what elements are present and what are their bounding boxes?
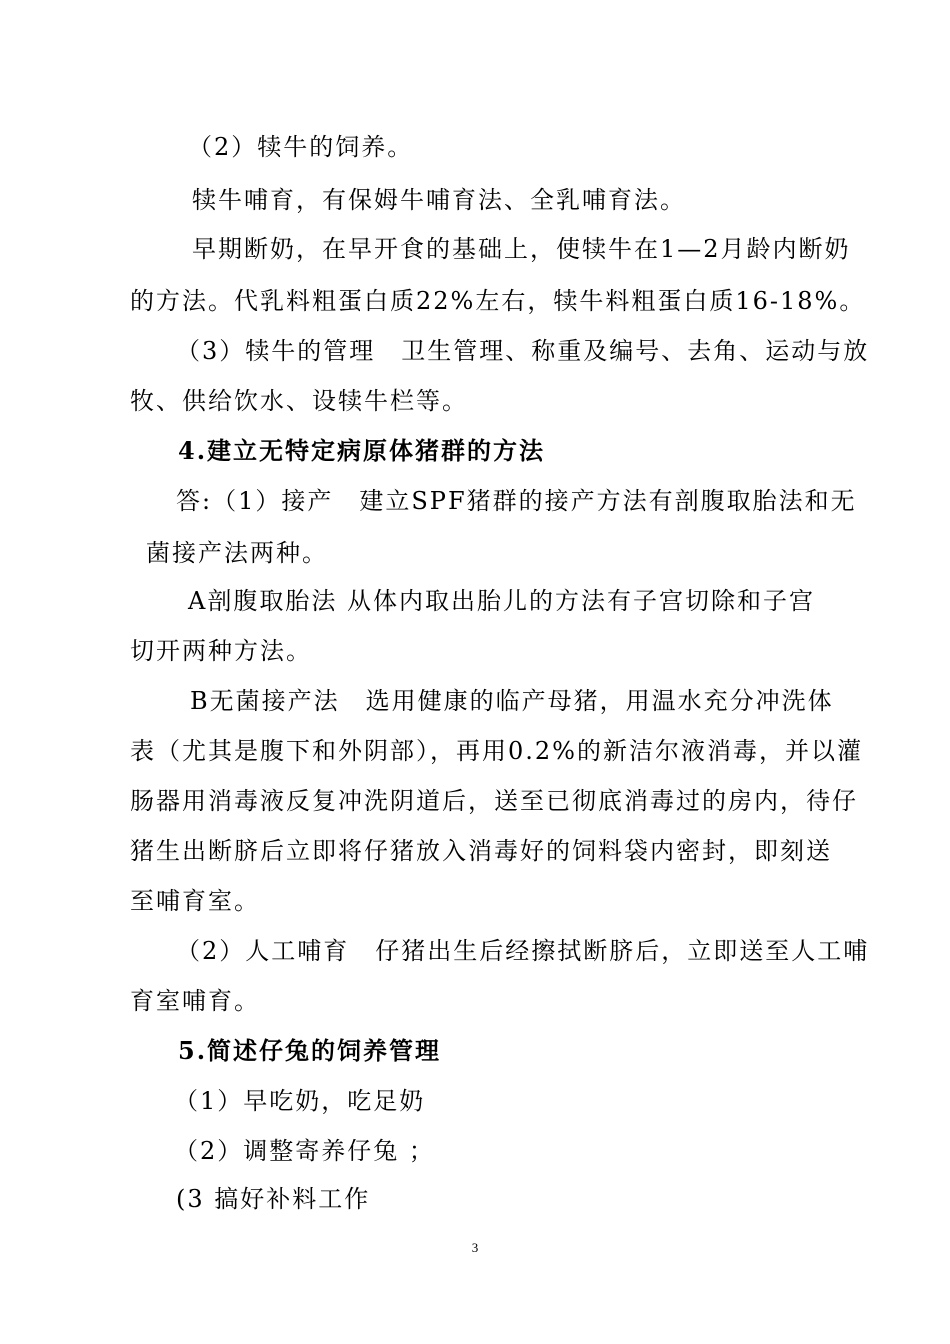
text-line: 猪生出断脐后立即将仔猪放入消毒好的饲料袋内密封，即刻送 <box>130 837 832 865</box>
text-line: 表（尤其是腹下和外阴部），再用0.2%的新洁尔液消毒，并以灌 <box>130 737 863 765</box>
list-item: （1）早吃奶，吃足奶 <box>174 1087 426 1115</box>
text-line: 答:（1）接产 建立SPF猪群的接产方法有剖腹取胎法和无 <box>176 487 857 515</box>
section-heading: 4.建立无特定病原体猪群的方法 <box>178 436 546 465</box>
text-line: （2）犊牛的饲养。 <box>188 133 414 161</box>
text-line: （3）犊牛的管理 卫生管理、称重及编号、去角、运动与放 <box>176 337 870 365</box>
text-line: B无菌接产法 选用健康的临产母猪，用温水充分冲洗体 <box>190 687 834 715</box>
text-line: （2）人工哺育 仔猪出生后经擦拭断脐后，立即送至人工哺 <box>176 937 870 965</box>
page-number: 3 <box>471 1240 479 1255</box>
text-line: 育室哺育。 <box>130 987 260 1015</box>
list-item: (3 搞好补料工作 <box>176 1185 371 1213</box>
text-line: 犊牛哺育，有保姆牛哺育法、全乳哺育法。 <box>192 186 686 214</box>
text-line: 的方法。代乳料粗蛋白质22%左右，犊牛料粗蛋白质16-18%。 <box>130 287 866 315</box>
list-item: （2）调整寄养仔兔 ； <box>174 1137 435 1165</box>
text-line: A剖腹取胎法 从体内取出胎儿的方法有子宫切除和子宫 <box>188 587 815 615</box>
text-line: 早期断奶，在早开食的基础上，使犊牛在1—2月龄内断奶 <box>192 235 851 263</box>
text-line: 牧、供给饮水、设犊牛栏等。 <box>130 387 468 415</box>
section-heading: 5.简述仔兔的饲养管理 <box>178 1036 442 1065</box>
text-line: 肠器用消毒液反复冲洗阴道后，送至已彻底消毒过的房内，待仔 <box>130 787 858 815</box>
text-line: 切开两种方法。 <box>130 637 312 665</box>
text-line: 至哺育室。 <box>130 887 260 915</box>
text-line: 菌接产法两种。 <box>146 539 328 567</box>
